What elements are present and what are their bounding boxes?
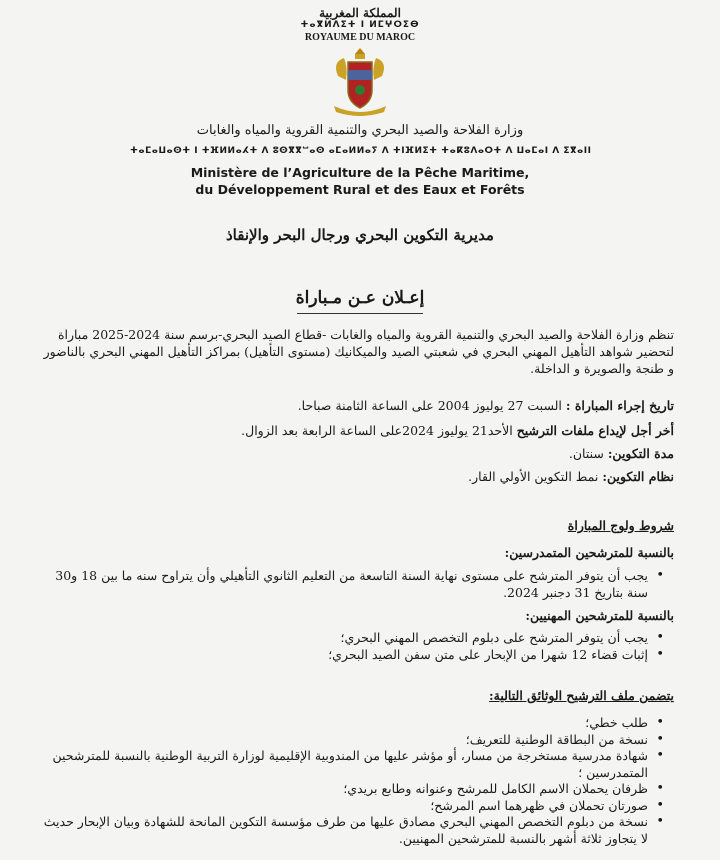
title-underline [297,313,423,314]
ministry-name-arabic: وزارة الفلاحة والصيد البحري والتنمية القروية والمياه والغابات [196,123,524,138]
deadline-label: أخر أجل لإيداع ملفات الترشيح [516,423,674,438]
list-item: • نسخة من البطاقة الوطنية للتعريف؛ [38,732,648,749]
kingdom-french: ROYAUME DU MAROC [304,32,416,43]
documents-list [38,715,670,847]
kingdom-arabic: المملكة المغربية [319,6,401,20]
duration-line [34,446,674,461]
duration-value: سنتان. [568,446,608,461]
list-item: • صورتان تحملان في ظهرهما اسم المرشح؛ [38,798,648,815]
list-item: • إثبات قضاء 12 شهرا من الإبحار على متن سفن الصيد البحري؛ [48,647,648,664]
ministry-name-tifinagh: ⵜⴰⵎⴰⵡⴰⵙⵜ ⵏ ⵜⴼⵍⵍⴰⵃⵜ ⴷ ⵓⵙⴳⴳⵯⴰⵙ ⴰⵎⴰⵍⵍⴰⵢ ⴷ ⵜⵏⴼⵍⵉⵜ ⵜⴰⴽⵓⴷⴰⵔⵜ ⴷ ⵡⴰⵎⴰⵏ ⴷ ⵉⴳⴰⵏⵏ [130,146,592,156]
students-title: بالنسبة للمترشحين المتمدرسين: [504,545,674,560]
list-item: • يجب أن يتوفر المترشح على دبلوم التخصص المهني البحري؛ [48,630,648,647]
exam-date-label: تاريخ إجراء المباراة : [565,398,674,413]
deadline-line [34,423,674,438]
announcement-intro: تنظم وزارة الفلاحة والصيد البحري والتنمية القروية والمياه والغابات -قطاع الصيد البحري-برسم سنة 2024-2025 مباراة لتحضير شواهد التأهيل المهني البحري في شعبتي الصيد والميكانيك (مستوى التأهيل) بمراكز التأهيل المهني البحري بالناضور و طنجة والصويرة و الداخلة. [43,327,674,376]
duration-label: مدة التكوين: [607,446,674,461]
professionals-title: بالنسبة للمترشحين المهنيين: [525,608,674,623]
exam-date-value: السبت 27 يوليوز 2004 على الساعة الثامنة صباحا. [297,398,566,413]
system-value: نمط التكوين الأولي القار. [468,469,603,484]
deadline-value: الأحد21 يوليوز 2024على الساعة الرابعة بعد الزوال. [241,423,517,438]
announcement-title: إعـلان عـن مـباراة [295,288,425,308]
list-item: • نسخة من دبلوم التخصص المهني البحري مصادق عليها من طرف مؤسسة التكوين المانحة للشهادة وبيان الإبحار حديث لا يتجاوز ثلاثة أشهر بالنسبة للمترشحين المهنيين. [38,814,648,847]
list-item: • شهادة مدرسية مستخرجة من مسار، أو مؤشر عليها من المندوبية الإقليمية لوزارة التربية الوطنية بالنسبة للمترشحين المتمدرسين ؛ [38,748,648,781]
kingdom-tifinagh: ⵜⴰⴳⵍⴷⵉⵜ ⵏ ⵍⵎⵖⵔⵉⴱ [300,20,420,30]
royal-emblem-icon [328,46,392,116]
conditions-title: شروط ولوج المباراة [567,518,674,533]
ministry-name-french-line1: Ministère de l’Agriculture de la Pêche Maritime, [190,165,530,180]
system-line [34,469,674,484]
system-label: نظام التكوين: [602,469,674,484]
list-item: • يجب أن يتوفر المترشح على مستوى نهاية السنة التاسعة من التعليم الثانوي التأهيلي وأن يتراوح سنه ما بين 18 و30 سنة بتاريخ 31 دجنبر 2024. [48,568,648,601]
students-list [48,568,670,601]
exam-date-line [34,398,674,413]
professionals-list [48,630,670,663]
list-item: • طلب خطي؛ [38,715,648,732]
ministry-name-french-line2: du Développement Rural et des Eaux et Forêts [195,182,525,197]
documents-title: يتضمن ملف الترشيح الوثائق التالية: [489,688,674,703]
list-item: • ظرفان يحملان الاسم الكامل للمرشح وعنوانه وطابع بريدي؛ [38,781,648,798]
directorate-name: مديرية التكوين البحري ورجال البحر والإنقاذ [226,226,494,244]
